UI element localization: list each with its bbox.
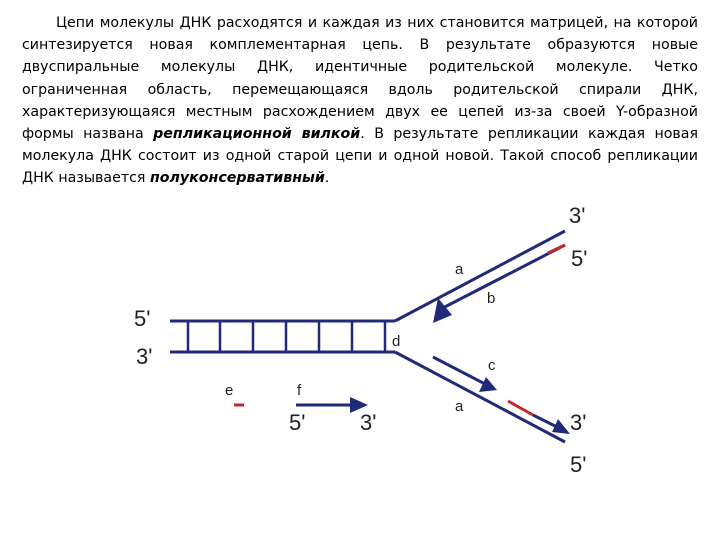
label-bottom-right-3prime: 3' [570,410,587,435]
upper-arm-new-strand-red [548,245,565,253]
label-b: b [487,290,496,307]
label-bottom-mid-5prime: 5' [289,410,306,435]
arrowhead-lower-3prime [552,419,570,434]
label-a-bottom: a [455,398,464,415]
paragraph-part-1: Цепи молекулы ДНК расходятся и каждая из них становится матрицей, на которой синтезируется новая комплементарная цепь. В результате образуются новые двуспиральные молекулы ДНК, идентичные родительской молекуле. Четко ограниченная область, перемещающаяся вдоль родительской спирали ДНК, характеризующаяся местным расхождением двух ее цепей из-за своей Y-образной формы названа [22,15,698,143]
lower-arm-parent-strand [395,352,565,442]
okazaki-fragment-c [433,357,487,385]
label-bottom-right-5prime: 5' [570,452,587,477]
label-f: f [297,382,302,399]
label-left-3prime: 3' [136,344,153,369]
label-top-right-5prime: 5' [571,246,588,271]
label-left-5prime: 5' [134,306,151,331]
label-top-right-3prime: 3' [569,203,586,228]
arrowhead-c [479,377,497,392]
paragraph-part-3: . [324,170,330,187]
label-e: e [225,382,234,399]
label-d: d [392,333,401,350]
base-pair-rungs [188,321,385,352]
upper-arm-parent-strand [395,231,565,321]
paragraph-part-2: . В результате репликации каждая новая молекула ДНК состоит из одной старой цепи и одной новой. Такой способ репликации ДНК называется [22,126,699,187]
label-a-top: a [455,261,464,278]
label-c: c [488,357,496,374]
term-replication-fork: репликационной вилкой [153,126,361,143]
term-semiconservative: полуконсервативный [149,170,325,187]
arrowhead-b [433,298,452,323]
label-bottom-mid-3prime: 3' [360,410,377,435]
upper-arm-new-strand-blue [437,245,565,311]
